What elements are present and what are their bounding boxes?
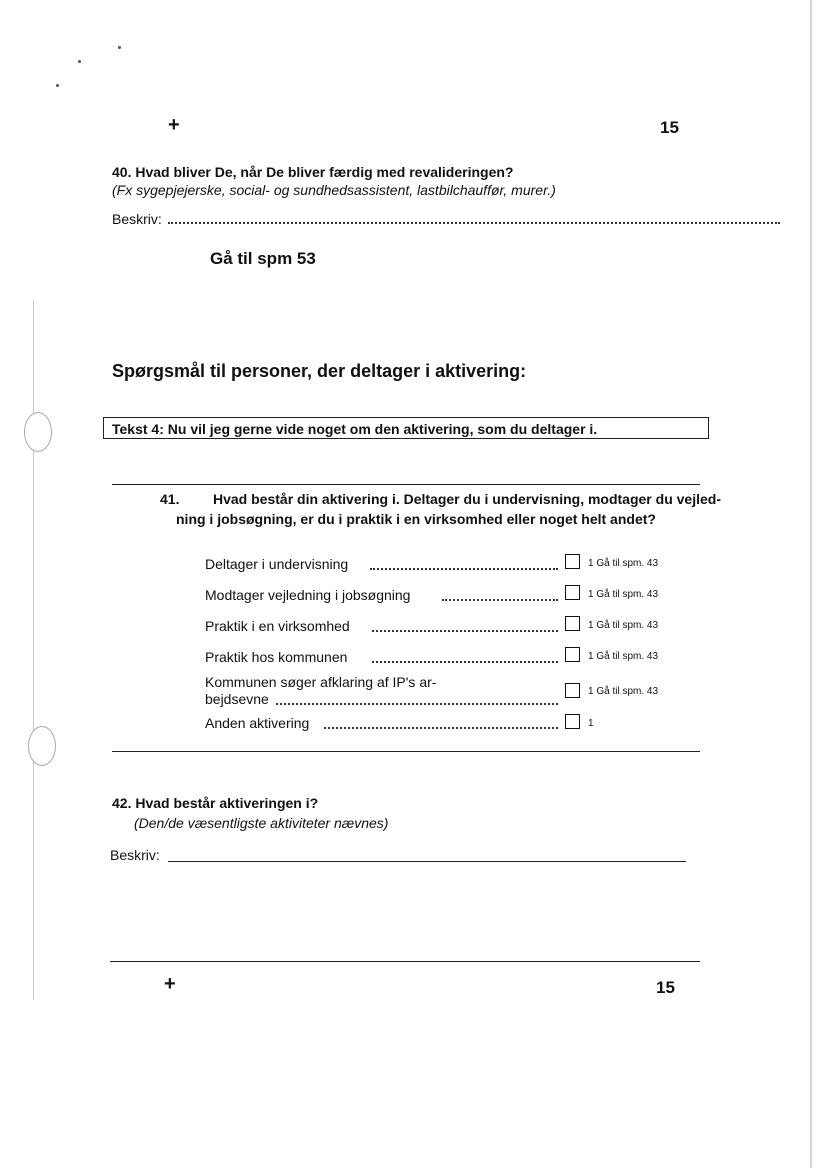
- option-checkbox[interactable]: [565, 585, 580, 600]
- question-41-title-line2: ning i jobsøgning, er du i praktik i en virksomhed eller noget helt andet?: [176, 511, 656, 527]
- option-label: Modtager vejledning i jobsøgning: [205, 587, 411, 603]
- option-code: 1 Gå til spm. 43: [588, 620, 659, 631]
- option-leader: [372, 630, 558, 632]
- question-41-number: 41.: [160, 491, 180, 507]
- option-label: Anden aktivering: [205, 715, 310, 731]
- option-code: 1 Gå til spm. 43: [588, 558, 659, 569]
- question-40-describe-label: Beskriv:: [112, 211, 162, 227]
- option-checkbox[interactable]: [565, 554, 580, 569]
- goto-question-53: Gå til spm 53: [210, 249, 316, 268]
- option-code: 1: [588, 718, 594, 729]
- scan-speck: [56, 84, 59, 87]
- page-number-bottom: 15: [656, 978, 675, 997]
- section-title-activation: Spørgsmål til personer, der deltager i aktivering:: [112, 361, 527, 381]
- question-40-hint: (Fx sygepjejerske, social- og sundhedsassistent, lastbilchauffør, murer.): [112, 182, 556, 198]
- option-label-line2: bejdsevne: [205, 691, 269, 707]
- option-label: Praktik hos kommunen: [205, 649, 348, 665]
- punch-hole-bottom: [28, 726, 56, 766]
- option-code: 1 Gå til spm. 43: [588, 589, 659, 600]
- option-checkbox[interactable]: [565, 616, 580, 631]
- option-label: Deltager i undervisning: [205, 556, 349, 572]
- page-number-top: 15: [660, 118, 679, 137]
- question-42-hint: (Den/de væsentligste aktiviteter nævnes): [134, 815, 389, 831]
- option-label: Praktik i en virksomhed: [205, 618, 350, 634]
- option-code: 1 Gå til spm. 43: [588, 686, 659, 697]
- scan-speck: [78, 60, 81, 63]
- divider-footer: [110, 961, 700, 962]
- divider-top-q41: [112, 484, 700, 485]
- divider-bottom-q41: [112, 751, 700, 752]
- registration-mark-top: +: [168, 114, 180, 136]
- scan-margin-line-left: [33, 300, 34, 1000]
- interviewer-text-4: Tekst 4: Nu vil jeg gerne vide noget om den aktivering, som du deltager i.: [103, 417, 709, 439]
- option-leader: [442, 599, 558, 601]
- option-code: 1 Gå til spm. 43: [588, 651, 659, 662]
- question-40-answer-line[interactable]: [168, 222, 780, 224]
- option-leader: [370, 568, 558, 570]
- scan-margin-line-right: [810, 0, 812, 1168]
- option-leader: [372, 661, 558, 663]
- question-41-title-line1: Hvad består din aktivering i. Deltager du i undervisning, modtager du vejled-: [213, 491, 721, 507]
- option-leader: [324, 727, 558, 729]
- option-leader: [276, 703, 558, 705]
- question-40-title: 40. Hvad bliver De, når De bliver færdig med revalideringen?: [112, 164, 514, 180]
- scan-speck: [118, 46, 121, 49]
- punch-hole-top: [24, 412, 52, 452]
- question-42-describe-label: Beskriv:: [110, 847, 160, 863]
- question-42-answer-line[interactable]: [168, 861, 686, 862]
- registration-mark-bottom: +: [164, 973, 176, 995]
- question-42-title: 42. Hvad består aktiveringen i?: [112, 795, 319, 811]
- option-label-line1: Kommunen søger afklaring af IP's ar-: [205, 674, 437, 690]
- option-checkbox[interactable]: [565, 647, 580, 662]
- option-checkbox[interactable]: [565, 683, 580, 698]
- option-checkbox[interactable]: [565, 714, 580, 729]
